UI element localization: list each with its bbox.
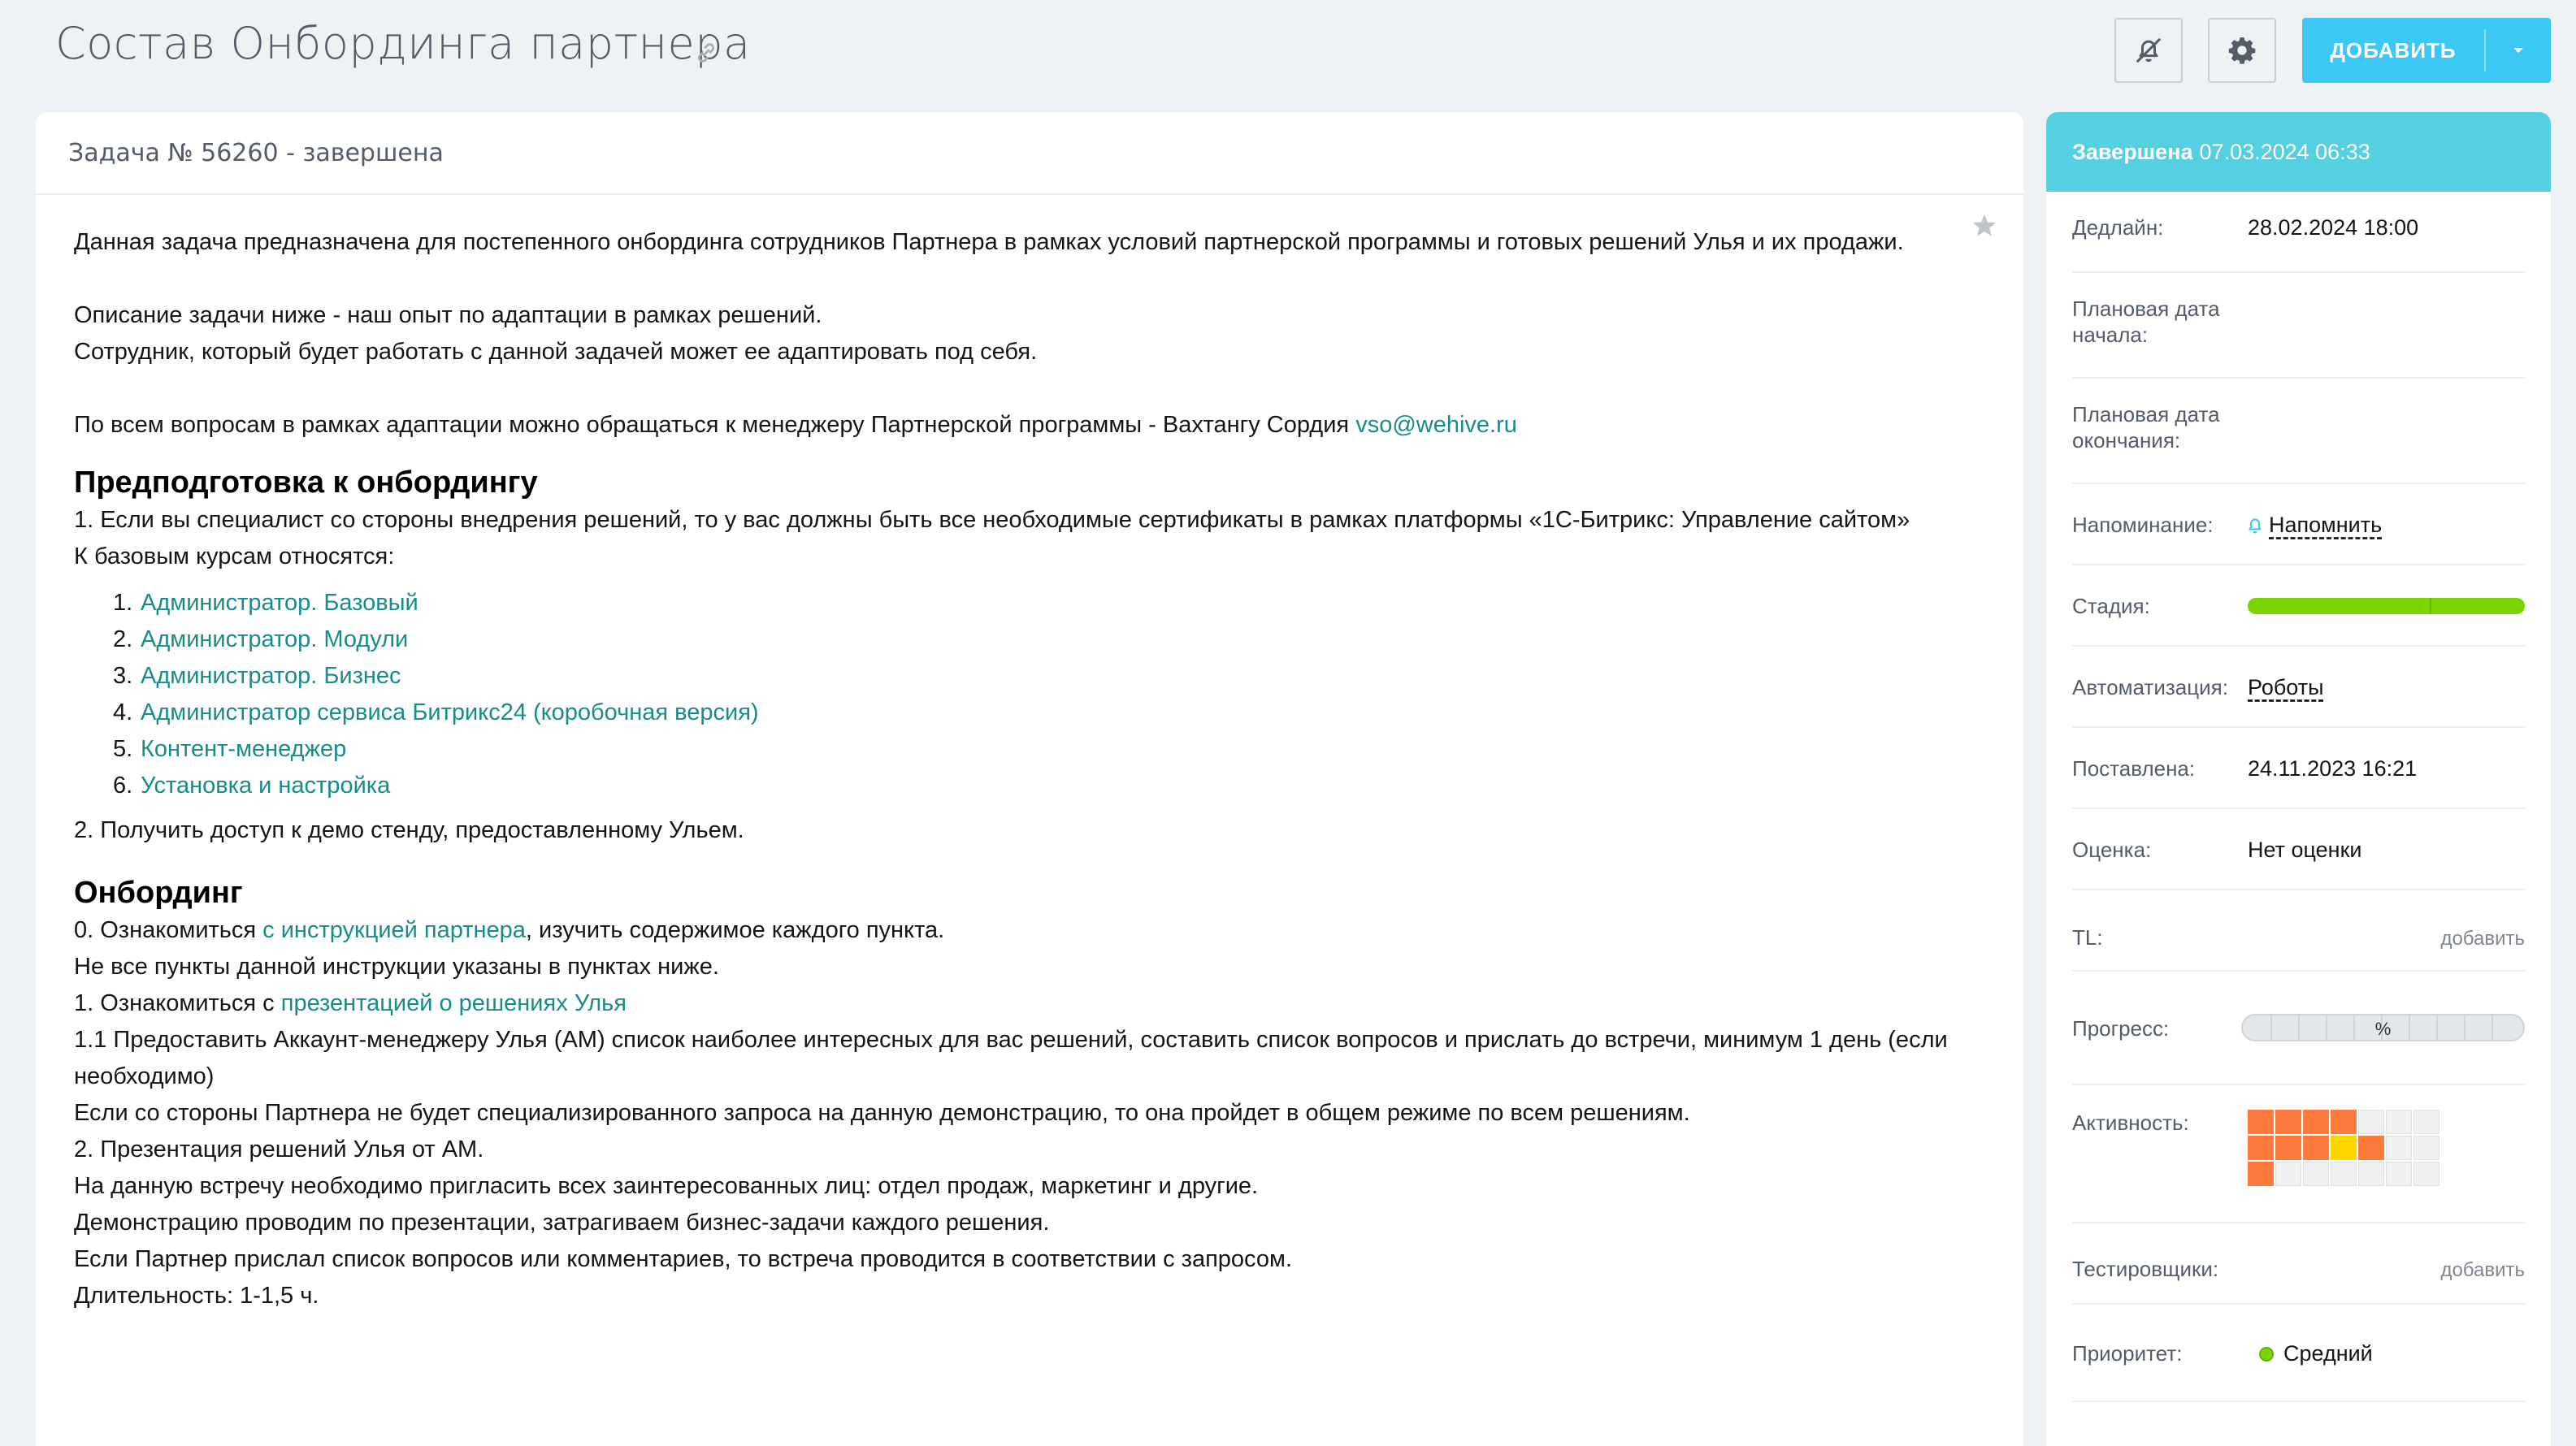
page-title: Состав Онбординга партнера [55, 18, 751, 69]
course-link[interactable]: Администратор. Базовый [141, 590, 418, 616]
deadline-value[interactable]: 28.02.2024 18:00 [2248, 215, 2419, 240]
tl-row [2072, 890, 2525, 972]
bell-off-icon [2132, 34, 2165, 67]
tl-add-link[interactable]: добавить [2440, 928, 2525, 950]
rating-label: Оценка: [2072, 838, 2152, 862]
onboarding-line: 1.1 Предоставить Аккаунт-менеджеру Улья (АМ) список наиболее интересных для вас решений, составить список вопросов и прислать до встречи, минимум 1 день (если необходимо) [74, 1027, 1948, 1089]
activity-cell [2386, 1136, 2412, 1160]
task-description [36, 195, 2023, 1314]
activity-cell [2331, 1110, 2357, 1134]
status-label: Завершена [2072, 139, 2193, 164]
prep-paragraph: 1. Если вы специалист со стороны внедрения решений, то у вас должны быть все необходимые сертификаты в рамках платформы «1С-Битрикс: Управление сайтом» [74, 507, 1910, 533]
activity-cell [2386, 1162, 2412, 1186]
stage-row [2072, 565, 2525, 647]
contact-email-link[interactable]: vso@wehive.ru [1355, 412, 1517, 438]
rating-row [2072, 809, 2525, 890]
section-heading-prep: Предподготовка к онбордингу [74, 465, 538, 500]
activity-cell [2275, 1162, 2301, 1186]
activity-cell [2275, 1110, 2301, 1134]
progress-row [2072, 972, 2525, 1085]
chevron-down-icon [2509, 45, 2527, 56]
task-header: Задача № 56260 - завершена [36, 112, 2023, 195]
partner-instruction-link[interactable]: с инструкцией партнера [262, 917, 526, 943]
course-item: 6. Установка и настройка [113, 773, 391, 799]
settings-button[interactable] [2208, 18, 2276, 83]
activity-cell [2303, 1110, 2329, 1134]
deadline-label: Дедлайн: [2072, 215, 2164, 240]
progress-bar[interactable] [2241, 1014, 2525, 1041]
activity-cell [2358, 1110, 2384, 1134]
course-item: 5. Контент-менеджер [113, 736, 347, 762]
prep-paragraph: 2. Получить доступ к демо стенду, предоставленному Ульем. [74, 817, 744, 843]
priority-row [2072, 1305, 2525, 1402]
plan-start-row [2072, 273, 2525, 379]
course-link[interactable]: Администратор сервиса Битрикс24 (коробочная версия) [141, 699, 759, 725]
course-link[interactable]: Администратор. Модули [141, 626, 409, 652]
activity-cell [2331, 1162, 2357, 1186]
intro-paragraph: Описание задачи ниже - наш опыт по адаптации в рамках решений. [74, 302, 822, 328]
activity-cell [2248, 1110, 2274, 1134]
automation-row [2072, 647, 2525, 728]
activity-cell [2248, 1162, 2274, 1186]
activity-cell [2386, 1110, 2412, 1134]
contact-text: По всем вопросам в рамках адаптации можно обращаться к менеджеру Партнерской программы - Вахтангу Сордия [74, 412, 1356, 438]
mute-button[interactable] [2114, 18, 2183, 83]
contact-paragraph [74, 407, 1988, 444]
course-link[interactable]: Установка и настройка [141, 773, 391, 799]
priority-dot-icon [2259, 1347, 2274, 1362]
automation-label: Автоматизация: [2072, 675, 2228, 699]
intro-paragraph: Данная задача предназначена для постепенного онбординга сотрудников Партнера в рамках условий партнерской программы и готовых решений Улья и их продажи. [74, 229, 1904, 255]
rating-value[interactable]: Нет оценки [2248, 838, 2362, 862]
section-heading-onboarding: Онбординг [74, 876, 243, 910]
onboarding-line: 1. Ознакомиться с презентацией о решениях Улья [74, 990, 627, 1016]
task-sidebar [2046, 112, 2551, 1446]
reminder-link[interactable]: Напомнить [2269, 513, 2383, 537]
onboarding-line: Длительность: 1-1,5 ч. [74, 1283, 319, 1309]
activity-cell [2413, 1110, 2439, 1134]
onboarding-line: Демонстрацию проводим по презентации, затрагиваем бизнес-задачи каждого решения. [74, 1210, 1050, 1236]
plan-end-row [2072, 379, 2525, 484]
progress-label: Прогресс: [2072, 1016, 2170, 1041]
deadline-row [2072, 192, 2525, 273]
onboarding-line: Если со стороны Партнера не будет специализированного запроса на данную демонстрацию, то она пройдет в общем режиме по всем решениям. [74, 1100, 1690, 1126]
created-value: 24.11.2023 16:21 [2248, 756, 2418, 781]
automation-link[interactable]: Роботы [2248, 675, 2324, 699]
testers-label: Тестировщики: [2072, 1257, 2219, 1281]
courses-list [74, 585, 1988, 804]
activity-cell [2331, 1136, 2357, 1160]
activity-cell [2358, 1136, 2384, 1160]
add-button[interactable] [2302, 18, 2551, 83]
onboarding-line: 2. Презентация решений Улья от АМ. [74, 1136, 484, 1162]
created-label: Поставлена: [2072, 756, 2196, 781]
activity-cell [2413, 1162, 2439, 1186]
reminder-row [2072, 484, 2525, 565]
onboarding-line: На данную встречу необходимо пригласить всех заинтересованных лиц: отдел продаж, маркетинг и другие. [74, 1173, 1259, 1199]
bell-icon [2244, 513, 2266, 536]
activity-cell [2413, 1136, 2439, 1160]
testers-row [2072, 1223, 2525, 1305]
course-item: 3. Администратор. Бизнес [113, 663, 401, 689]
prep-paragraph: К базовым курсам относятся: [74, 543, 395, 569]
plan-start-label: Плановая дата начала: [2072, 297, 2220, 347]
priority-label: Приоритет: [2072, 1341, 2183, 1366]
course-item: 1. Администратор. Базовый [113, 590, 418, 616]
activity-cell [2358, 1162, 2384, 1186]
progress-percent: % [2374, 1019, 2392, 1039]
presentation-link[interactable]: презентацией о решениях Улья [280, 990, 627, 1016]
onboarding-line: Если Партнер прислал список вопросов или комментариев, то встреча проводится в соответствии с запросом. [74, 1246, 1293, 1272]
tl-label: TL: [2072, 925, 2103, 950]
add-dropdown-toggle[interactable] [2486, 18, 2551, 83]
add-button-label[interactable]: ДОБАВИТЬ [2330, 37, 2457, 63]
onboarding-line: 0. Ознакомиться с инструкцией партнера, изучить содержимое каждого пункта. [74, 917, 945, 943]
activity-label: Активность: [2072, 1110, 2189, 1135]
activity-cell [2303, 1162, 2329, 1186]
task-card [36, 112, 2023, 1446]
gear-icon [2226, 34, 2258, 67]
stage-label: Стадия: [2072, 594, 2150, 618]
link-icon[interactable] [692, 39, 720, 67]
course-item: 4. Администратор сервиса Битрикс24 (коробочная версия) [113, 699, 759, 725]
activity-cell [2275, 1136, 2301, 1160]
created-row [2072, 728, 2525, 809]
status-bar [2046, 112, 2551, 192]
priority-value[interactable]: Средний [2283, 1341, 2373, 1366]
status-date: 07.03.2024 06:33 [2199, 139, 2370, 164]
course-link[interactable]: Контент-менеджер [141, 736, 347, 762]
activity-cell [2248, 1136, 2274, 1160]
star-icon[interactable] [1970, 211, 1999, 240]
stage-progress-bar[interactable] [2248, 598, 2525, 614]
onboarding-line: Не все пункты данной инструкции указаны в пунктах ниже. [74, 954, 719, 980]
intro-paragraph: Сотрудник, который будет работать с данной задачей может ее адаптировать под себя. [74, 339, 1038, 365]
testers-add-link[interactable]: добавить [2440, 1259, 2525, 1281]
course-link[interactable]: Администратор. Бизнес [141, 663, 401, 689]
activity-row [2072, 1085, 2525, 1223]
plan-end-label: Плановая дата окончания: [2072, 402, 2220, 452]
course-item: 2. Администратор. Модули [113, 626, 409, 652]
activity-cell [2303, 1136, 2329, 1160]
reminder-label: Напоминание: [2072, 513, 2214, 537]
